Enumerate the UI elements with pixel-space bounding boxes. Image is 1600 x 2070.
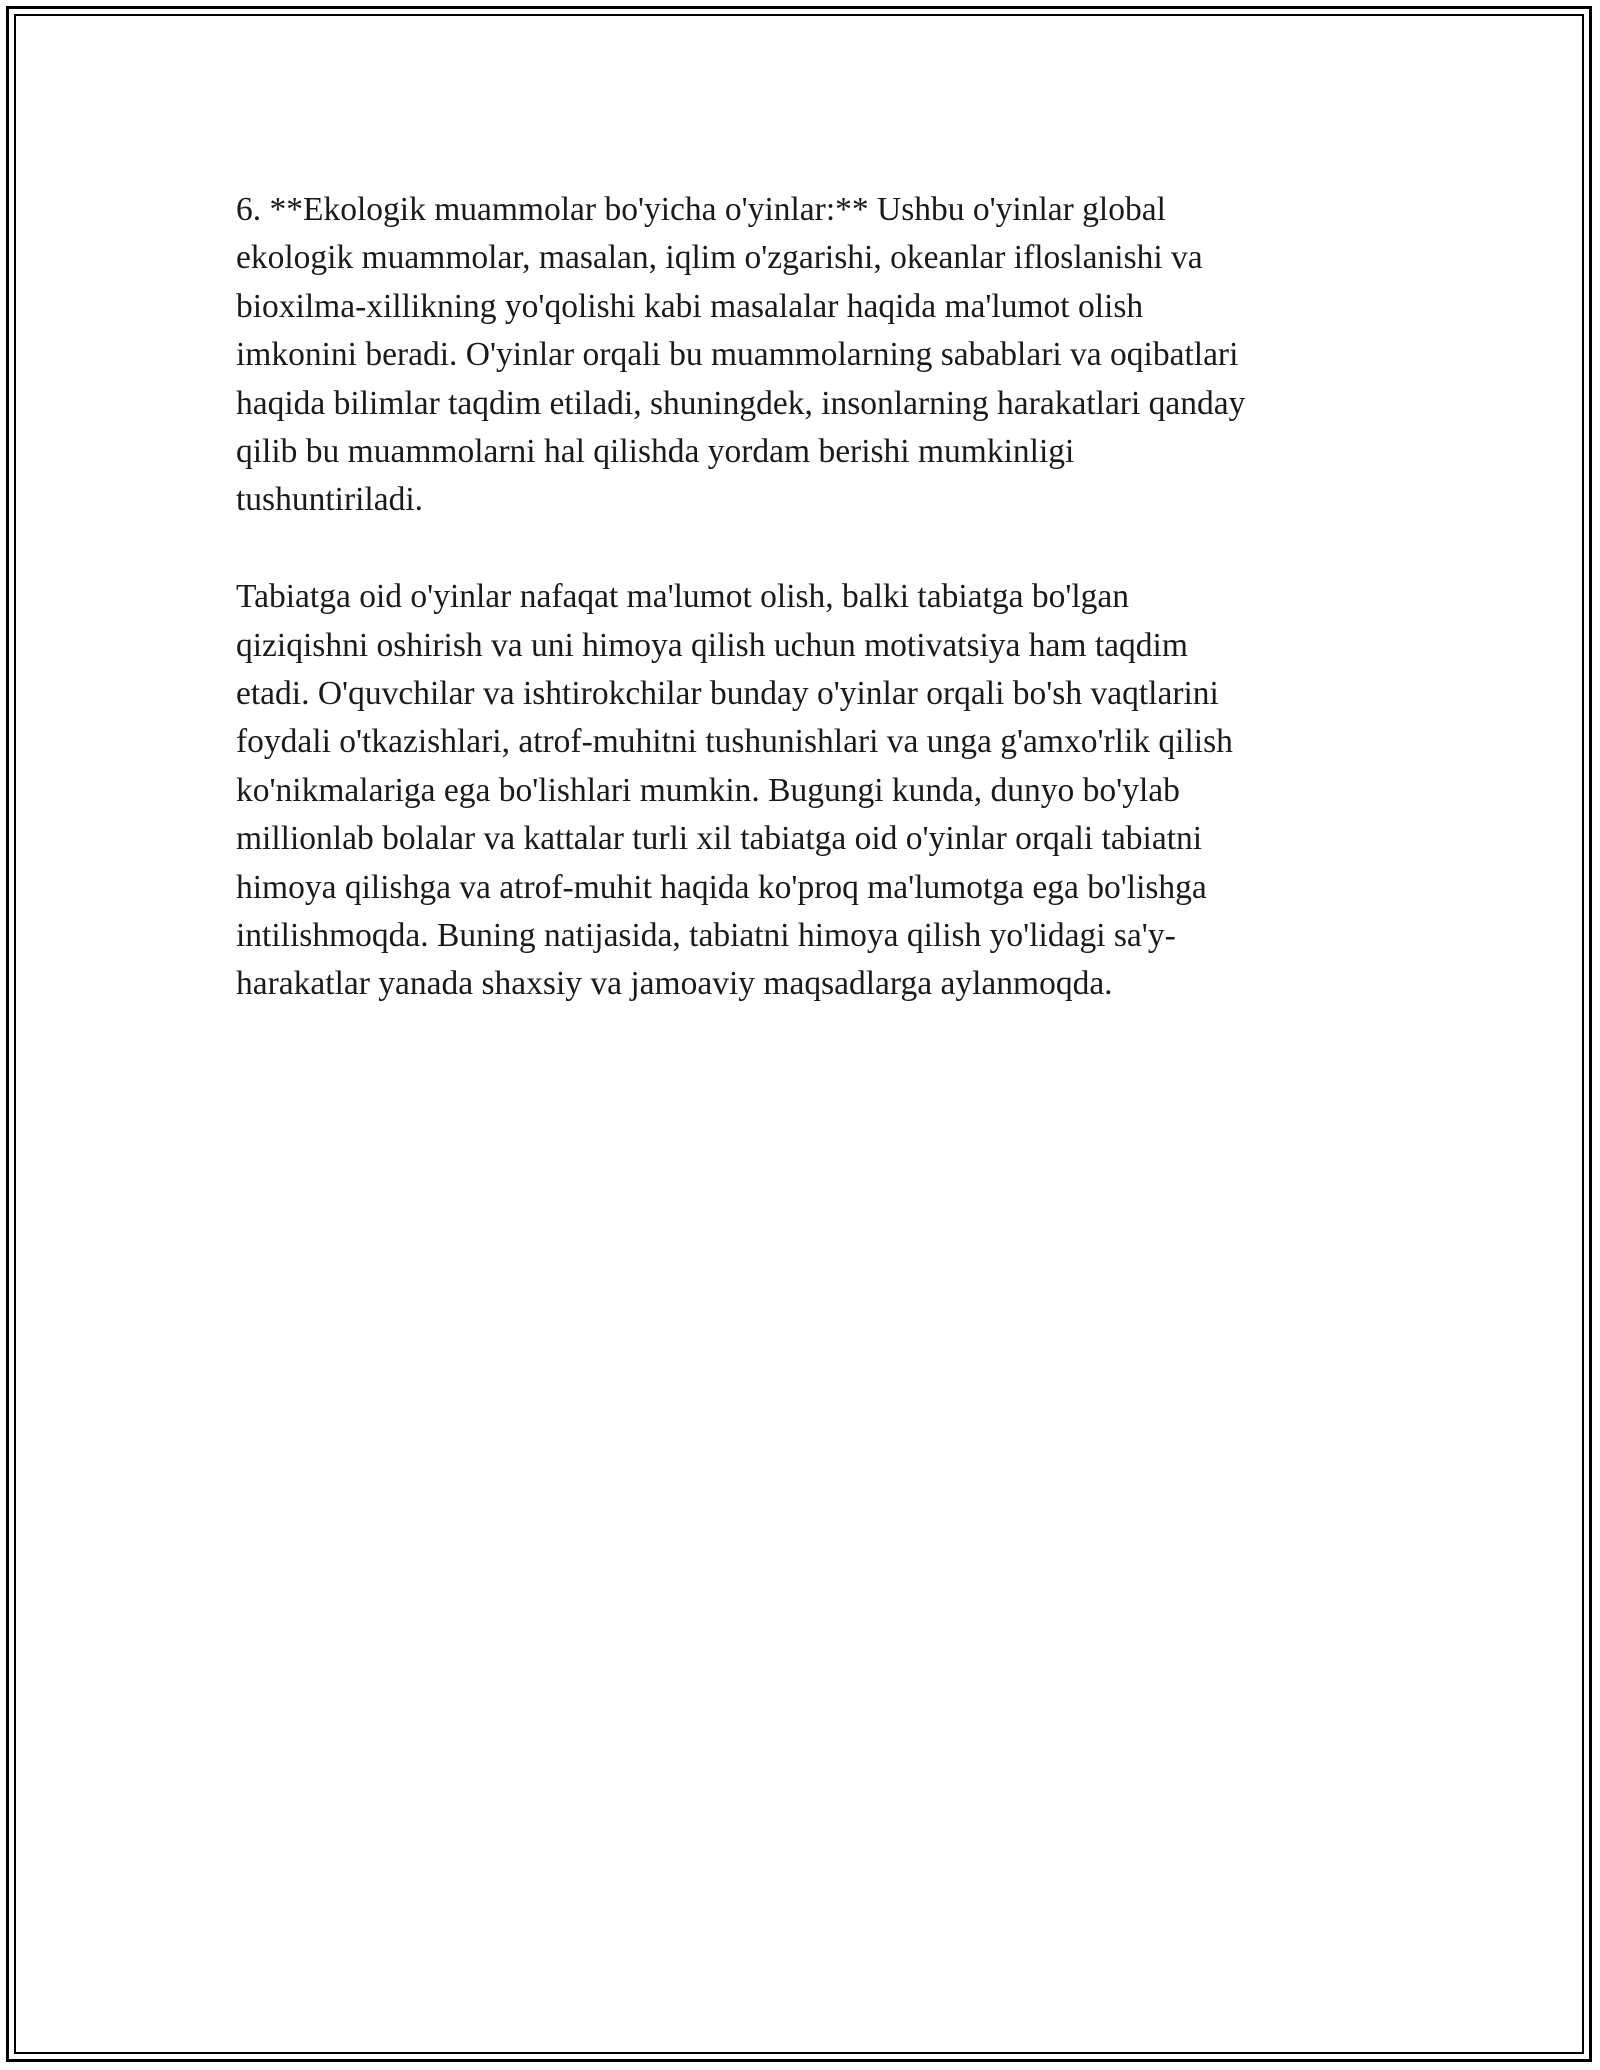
paragraph-nature-games-summary [236, 573, 1356, 1009]
text-line: himoya qilishga va atrof-muhit haqida ko'proq ma'lumotga ega bo'lishga [236, 868, 1207, 906]
text-line: qiziqishni oshirish va uni himoya qilish uchun motivatsiya ham taqdim [236, 626, 1188, 664]
text-line: etadi. O'quvchilar va ishtirokchilar bunday o'yinlar orqali bo'sh vaqtlarini [236, 675, 1219, 713]
text-line: haqida bilimlar taqdim etiladi, shuningdek, insonlarning harakatlari qanday [236, 384, 1246, 422]
text-line: qilib bu muammolarni hal qilishda yordam berishi mumkinligi [236, 433, 1075, 471]
text-line: harakatlar yanada shaxsiy va jamoaviy maqsadlarga aylanmoqda. [236, 965, 1113, 1003]
text-line: intilishmoqda. Buning natijasida, tabiatni himoya qilish yo'lidagi sa'y- [236, 917, 1176, 955]
text-line: foydali o'tkazishlari, atrof-muhitni tushunishlari va unga g'amxo'rlik qilish [236, 723, 1233, 761]
paragraph-ecological-games [236, 186, 1356, 525]
text-line: Tabiatga oid o'yinlar nafaqat ma'lumot olish, balki tabiatga bo'lgan [236, 578, 1130, 616]
text-line: bioxilma-xillikning yo'qolishi kabi masalalar haqida ma'lumot olish [236, 287, 1144, 325]
text-line: tushuntiriladi. [236, 481, 424, 519]
text-line: millionlab bolalar va kattalar turli xil tabiatga oid o'yinlar orqali tabiatni [236, 820, 1203, 858]
text-line: ko'nikmalariga ega bo'lishlari mumkin. Bugungi kunda, dunyo bo'ylab [236, 771, 1180, 809]
document-body [236, 186, 1356, 1057]
text-line: ekologik muammolar, masalan, iqlim o'zgarishi, okeanlar ifloslanishi va [236, 239, 1203, 277]
text-line: imkonini beradi. O'yinlar orqali bu muammolarning sabablari va oqibatlari [236, 336, 1239, 374]
text-line: 6. **Ekologik muammolar bo'yicha o'yinlar:** Ushbu o'yinlar global [236, 191, 1166, 228]
